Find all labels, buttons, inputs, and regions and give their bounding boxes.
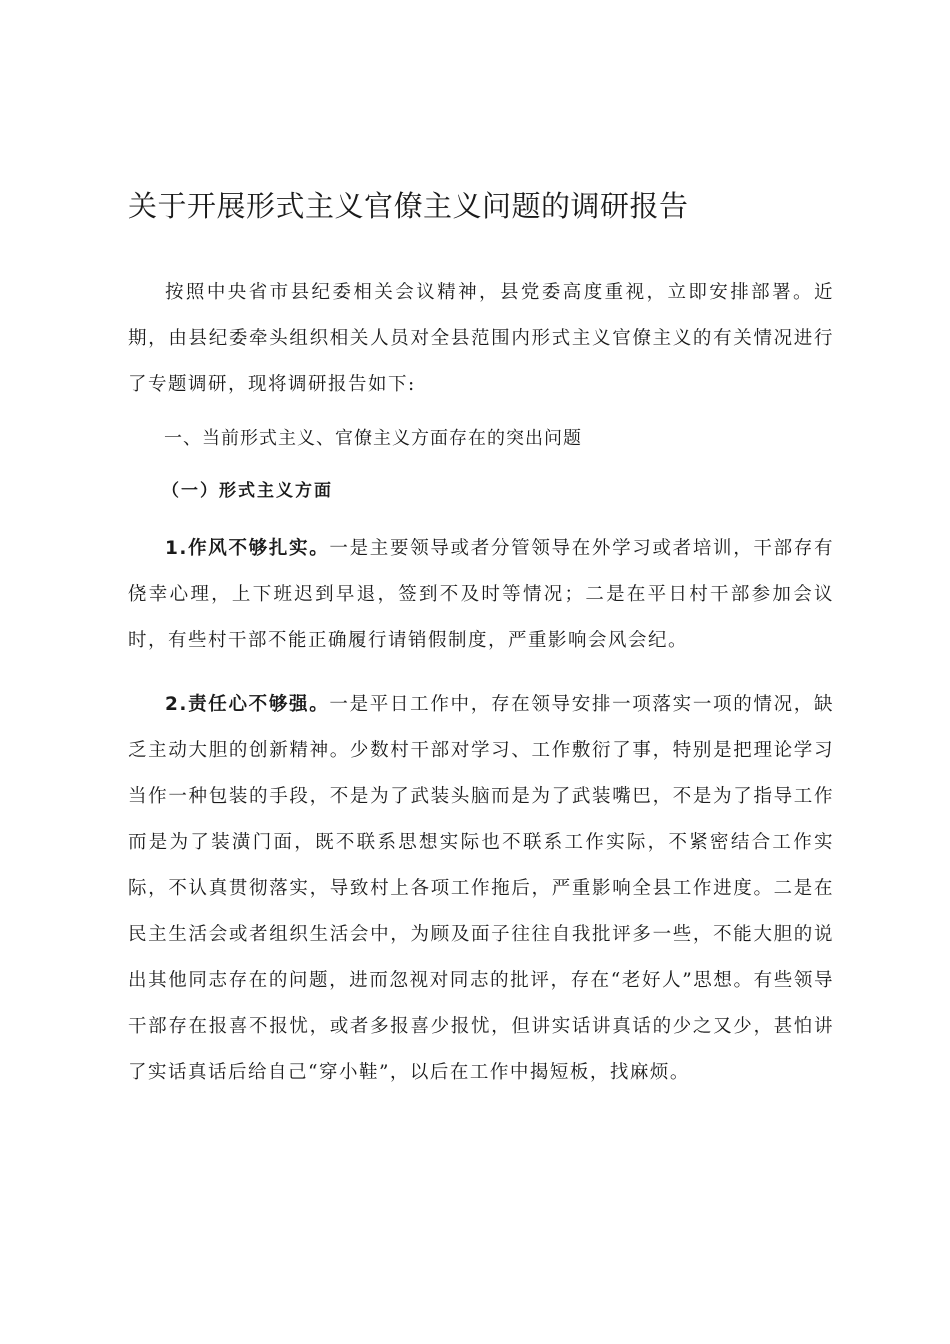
item-text-1: 一是主要领导或者分管领导在外学习或者培训，干部存有侥幸心理，上下班迟到早退，签到不及时等情况；二是在平日村干部参加会议时，有些村干部不能正确履行请销假制度，严重影响会风会纪。 [128, 538, 834, 651]
section-heading: 一、当前形式主义、官僚主义方面存在的突出问题 [164, 428, 582, 449]
subsection-heading: （一）形式主义方面 [162, 481, 333, 501]
document-body [128, 270, 834, 1096]
item-paragraph-1 [128, 526, 834, 664]
item-lead-1: 1.作风不够扎实。 [165, 538, 330, 559]
item-lead-2: 2.责任心不够强。 [165, 694, 330, 715]
item-text-2: 一是平日工作中，存在领导安排一项落实一项的情况，缺乏主动大胆的创新精神。少数村干部对学习、工作敷衍了事，特别是把理论学习当作一种包装的手段，不是为了武装头脑而是为了武装嘴巴，不是为了指导工作而是为了装潢门面，既不联系思想实际也不联系工作实际，不紧密结合工作实际，不认真贯彻落实，导致村上各项工作拖后，严重影响全县工作进度。二是在民主生活会或者组织生活会中，为顾及面子往往自我批评多一些，不能大胆的说出其他同志存在的问题，进而忽视对同志的批评，存在“老好人”思想。有些领导干部存在报喜不报忧，或者多报喜少报忧，但讲实话讲真话的少之又少，甚怕讲了实话真话后给自己“穿小鞋”，以后在工作中揭短板，找麻烦。 [128, 694, 834, 1083]
item-paragraph-2 [128, 682, 834, 1096]
document-title: 关于开展形式主义官僚主义问题的调研报告 [128, 189, 689, 223]
intro-paragraph: 按照中央省市县纪委相关会议精神，县党委高度重视，立即安排部署。近期，由县纪委牵头组织相关人员对全县范围内形式主义官僚主义的有关情况进行了专题调研，现将调研报告如下: [128, 282, 834, 395]
